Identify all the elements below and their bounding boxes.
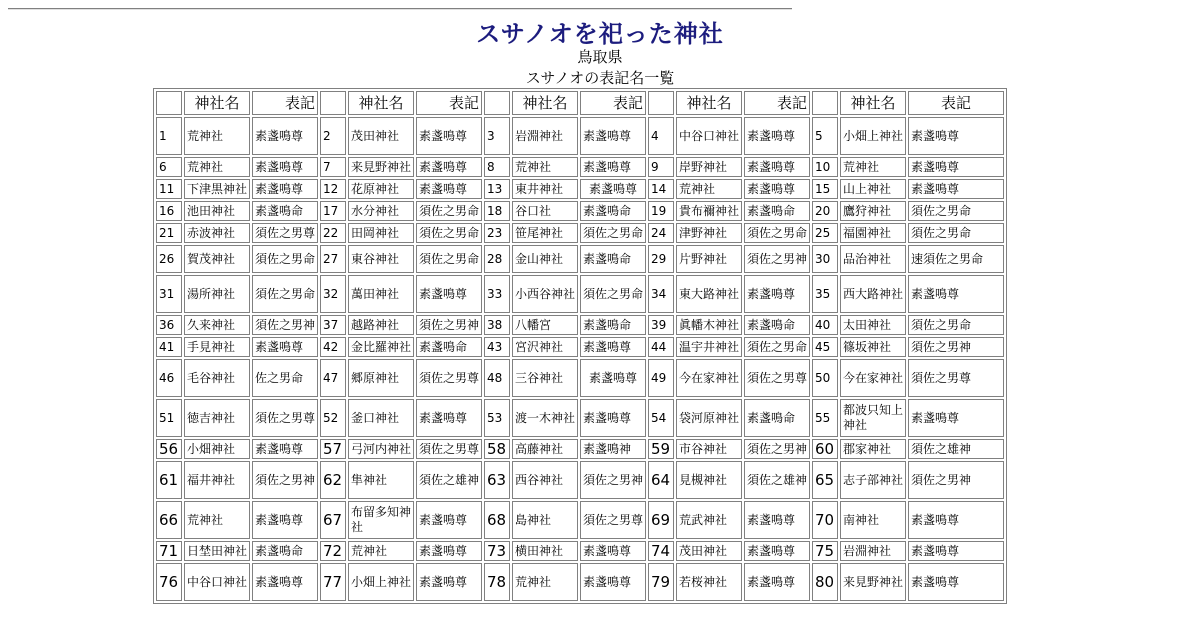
shrine-notation: 須佐之男尊: [252, 223, 318, 243]
shrine-number: 4: [648, 117, 674, 155]
shrine-name: 荒神社: [184, 157, 250, 177]
table-header-row: [156, 91, 1004, 115]
shrine-notation: 素盞鳴尊: [252, 439, 318, 459]
shrine-name: 岩淵神社: [840, 541, 906, 561]
shrine-name: 東大路神社: [676, 275, 742, 313]
shrine-number: 18: [484, 201, 510, 221]
shrine-name: 金比羅神社: [348, 337, 414, 357]
shrine-notation: 須佐之男命: [416, 245, 482, 273]
shrine-name: 渡一木神社: [512, 399, 578, 437]
shrine-number: 12: [320, 179, 346, 199]
table-row: [156, 541, 1004, 561]
shrine-number: 68: [484, 501, 510, 539]
shrine-name: 南神社: [840, 501, 906, 539]
shrine-number: 46: [156, 359, 182, 397]
shrine-name: 貴布禰神社: [676, 201, 742, 221]
shrine-notation: 素盞鳴尊: [580, 337, 646, 357]
shrine-number: 15: [812, 179, 838, 199]
shrine-notation: 素盞鳴尊: [744, 117, 810, 155]
shrine-number: 58: [484, 439, 510, 459]
shrine-name: 金山神社: [512, 245, 578, 273]
shrine-name: 下津黒神社: [184, 179, 250, 199]
shrine-number: 21: [156, 223, 182, 243]
shrine-number: 6: [156, 157, 182, 177]
shrine-number: 31: [156, 275, 182, 313]
shrine-number: 64: [648, 461, 674, 499]
shrine-notation: 素盞鳴尊: [908, 501, 1004, 539]
shrine-name: 福園神社: [840, 223, 906, 243]
shrine-notation: 素盞鳴命: [744, 399, 810, 437]
shrine-notation: 須佐之男命: [416, 201, 482, 221]
shrine-number: 51: [156, 399, 182, 437]
shrine-name: 岩淵神社: [512, 117, 578, 155]
shrine-number: 47: [320, 359, 346, 397]
shrine-number: 43: [484, 337, 510, 357]
shrine-number: 34: [648, 275, 674, 313]
shrine-number: 8: [484, 157, 510, 177]
shrine-number: 40: [812, 315, 838, 335]
shrine-name: 見槻神社: [676, 461, 742, 499]
shrine-notation: 素盞鳴尊: [252, 501, 318, 539]
shrine-name: 荒神社: [676, 179, 742, 199]
shrine-number: 33: [484, 275, 510, 313]
shrine-notation: 素盞鳴尊: [580, 563, 646, 601]
shrine-notation: 素盞鳴命: [580, 315, 646, 335]
shrine-notation: 須佐之男命: [580, 223, 646, 243]
shrine-name: 篠坂神社: [840, 337, 906, 357]
shrine-notation: 素盞鳴命: [744, 201, 810, 221]
shrine-name: 手見神社: [184, 337, 250, 357]
shrine-notation: 素盞鳴命: [252, 541, 318, 561]
shrine-number: 37: [320, 315, 346, 335]
shrine-number: 67: [320, 501, 346, 539]
table-row: [156, 315, 1004, 335]
shrine-notation: 須佐之男神: [416, 315, 482, 335]
shrine-notation: 素盞鳴尊: [416, 275, 482, 313]
shrine-name: 弓河内神社: [348, 439, 414, 459]
shrine-number: 39: [648, 315, 674, 335]
shrine-name: 片野神社: [676, 245, 742, 273]
shrine-number: 61: [156, 461, 182, 499]
shrine-name: 荒神社: [184, 117, 250, 155]
table-row: [156, 223, 1004, 243]
shrine-number: 76: [156, 563, 182, 601]
shrine-name: 小西谷神社: [512, 275, 578, 313]
header-number-cell: [156, 91, 182, 115]
shrine-notation: 素盞鳴尊: [416, 117, 482, 155]
shrine-name: 隼神社: [348, 461, 414, 499]
shrine-name: 小畑神社: [184, 439, 250, 459]
shrine-number: 69: [648, 501, 674, 539]
shrine-number: 1: [156, 117, 182, 155]
header-notation: 表記: [908, 91, 1004, 115]
shrine-name: 久来神社: [184, 315, 250, 335]
shrine-name: 三谷神社: [512, 359, 578, 397]
shrine-name: 来見野神社: [348, 157, 414, 177]
shrine-notation: 素盞鳴尊: [908, 541, 1004, 561]
shrine-name: 今在家神社: [676, 359, 742, 397]
shrine-notation: 須佐之男尊: [252, 399, 318, 437]
shrine-name: 袋河原神社: [676, 399, 742, 437]
header-notation: 表記: [744, 91, 810, 115]
shrine-notation: 須佐之男神: [580, 461, 646, 499]
shrine-notation: 須佐之男神: [252, 461, 318, 499]
shrine-name: 西大路神社: [840, 275, 906, 313]
shrine-notation: 須佐之男神: [744, 439, 810, 459]
shrine-name: 布留多知神社: [348, 501, 414, 539]
shrine-name: 品治神社: [840, 245, 906, 273]
shrine-number: 80: [812, 563, 838, 601]
shrine-notation: 須佐之男命: [580, 275, 646, 313]
shrine-notation: 素盞鳴尊: [908, 563, 1004, 601]
shrine-number: 27: [320, 245, 346, 273]
shrine-name: 荒神社: [840, 157, 906, 177]
shrine-notation: 素盞鳴尊: [580, 399, 646, 437]
shrine-number: 73: [484, 541, 510, 561]
shrine-number: 71: [156, 541, 182, 561]
shrine-name: 赤波神社: [184, 223, 250, 243]
shrine-number: 75: [812, 541, 838, 561]
header-shrine-name: 神社名: [184, 91, 250, 115]
shrine-number: 56: [156, 439, 182, 459]
shrine-number: 48: [484, 359, 510, 397]
table-row: [156, 245, 1004, 273]
shrine-name: 茂田神社: [348, 117, 414, 155]
shrine-number: 17: [320, 201, 346, 221]
header-shrine-name: 神社名: [676, 91, 742, 115]
shrine-number: 66: [156, 501, 182, 539]
shrine-notation: 須佐之男命: [908, 223, 1004, 243]
shrine-number: 11: [156, 179, 182, 199]
header-notation: 表記: [416, 91, 482, 115]
table-body: [156, 117, 1004, 601]
shrine-notation: 素盞鳴尊: [744, 157, 810, 177]
shrine-number: 74: [648, 541, 674, 561]
shrine-number: 20: [812, 201, 838, 221]
shrine-name: 太田神社: [840, 315, 906, 335]
shrine-number: 55: [812, 399, 838, 437]
shrine-number: 53: [484, 399, 510, 437]
shrine-notation: 素盞鳴命: [252, 201, 318, 221]
shrine-notation: 須佐之男尊: [416, 439, 482, 459]
shrine-name: 来見野神社: [840, 563, 906, 601]
horizontal-rule: [8, 8, 792, 10]
shrine-number: 49: [648, 359, 674, 397]
shrine-notation: 須佐之男尊: [744, 359, 810, 397]
shrine-number: 19: [648, 201, 674, 221]
shrine-name: 郡家神社: [840, 439, 906, 459]
header-number-cell: [648, 91, 674, 115]
shrine-name: 花原神社: [348, 179, 414, 199]
shrine-table: [153, 88, 1007, 604]
shrine-number: 78: [484, 563, 510, 601]
shrine-notation: 素盞鳴尊: [416, 179, 482, 199]
shrine-notation: 素盞鳴神: [580, 439, 646, 459]
shrine-number: 65: [812, 461, 838, 499]
shrine-name: 志子部神社: [840, 461, 906, 499]
shrine-number: 45: [812, 337, 838, 357]
table-row: [156, 461, 1004, 499]
shrine-notation: 須佐之男尊: [908, 359, 1004, 397]
shrine-number: 79: [648, 563, 674, 601]
shrine-number: 41: [156, 337, 182, 357]
shrine-number: 57: [320, 439, 346, 459]
shrine-name: 荒神社: [184, 501, 250, 539]
shrine-number: 25: [812, 223, 838, 243]
shrine-notation: 素盞鳴尊: [908, 117, 1004, 155]
shrine-number: 24: [648, 223, 674, 243]
table-row: [156, 201, 1004, 221]
shrine-name: 茂田神社: [676, 541, 742, 561]
shrine-name: 島神社: [512, 501, 578, 539]
shrine-name: 湯所神社: [184, 275, 250, 313]
shrine-number: 16: [156, 201, 182, 221]
shrine-number: 38: [484, 315, 510, 335]
shrine-notation: 須佐之男神: [252, 315, 318, 335]
shrine-notation: 素盞鳴尊: [908, 275, 1004, 313]
shrine-notation: 須佐之男命: [252, 245, 318, 273]
shrine-name: 荒武神社: [676, 501, 742, 539]
shrine-name: 萬田神社: [348, 275, 414, 313]
shrine-notation: 素盞鳴命: [416, 337, 482, 357]
shrine-notation: 素盞鳴尊: [744, 275, 810, 313]
shrine-notation: 素盞鳴尊: [580, 541, 646, 561]
shrine-number: 59: [648, 439, 674, 459]
table-row: [156, 563, 1004, 601]
shrine-number: 60: [812, 439, 838, 459]
shrine-notation: 素盞鳴尊: [580, 359, 646, 397]
shrine-name: 高藤神社: [512, 439, 578, 459]
table-row: [156, 117, 1004, 155]
shrine-notation: 須佐之男尊: [416, 359, 482, 397]
shrine-name: 東谷神社: [348, 245, 414, 273]
shrine-name: 西谷神社: [512, 461, 578, 499]
shrine-notation: 素盞鳴尊: [580, 157, 646, 177]
header-shrine-name: 神社名: [512, 91, 578, 115]
table-row: [156, 157, 1004, 177]
table-row: [156, 439, 1004, 459]
shrine-number: 7: [320, 157, 346, 177]
header-number-cell: [812, 91, 838, 115]
shrine-name: 中谷口神社: [676, 117, 742, 155]
shrine-notation: 速須佐之男命: [908, 245, 1004, 273]
shrine-notation: 須佐之雄神: [744, 461, 810, 499]
shrine-number: 52: [320, 399, 346, 437]
shrine-number: 3: [484, 117, 510, 155]
shrine-name: 市谷神社: [676, 439, 742, 459]
shrine-name: 温宇井神社: [676, 337, 742, 357]
shrine-name: 荒神社: [512, 563, 578, 601]
shrine-name: 津野神社: [676, 223, 742, 243]
shrine-notation: 素盞鳴尊: [580, 117, 646, 155]
shrine-number: 5: [812, 117, 838, 155]
shrine-notation: 須佐之男神: [908, 461, 1004, 499]
shrine-name: 釜口神社: [348, 399, 414, 437]
page-title: スサノオを祀った神社: [476, 20, 724, 48]
shrine-name: 都波只知上神社: [840, 399, 906, 437]
table-row: [156, 399, 1004, 437]
shrine-notation: 素盞鳴命: [580, 201, 646, 221]
shrine-number: 23: [484, 223, 510, 243]
shrine-name: 笹尾神社: [512, 223, 578, 243]
shrine-number: 10: [812, 157, 838, 177]
shrine-number: 35: [812, 275, 838, 313]
shrine-notation: 須佐之男命: [744, 337, 810, 357]
shrine-name: 中谷口神社: [184, 563, 250, 601]
shrine-notation: 素盞鳴尊: [252, 179, 318, 199]
shrine-notation: 素盞鳴尊: [416, 541, 482, 561]
header-notation: 表記: [252, 91, 318, 115]
shrine-name: 賀茂神社: [184, 245, 250, 273]
shrine-name: 徳吉神社: [184, 399, 250, 437]
shrine-notation: 佐之男命: [252, 359, 318, 397]
shrine-notation: 須佐之雄神: [908, 439, 1004, 459]
shrine-notation: 須佐之雄神: [416, 461, 482, 499]
header-notation: 表記: [580, 91, 646, 115]
shrine-name: 眞幡木神社: [676, 315, 742, 335]
table-row: [156, 275, 1004, 313]
shrine-notation: 素盞鳴尊: [744, 501, 810, 539]
shrine-notation: 素盞鳴尊: [252, 157, 318, 177]
shrine-name: 山上神社: [840, 179, 906, 199]
shrine-name: 越路神社: [348, 315, 414, 335]
shrine-name: 宮沢神社: [512, 337, 578, 357]
shrine-name: 水分神社: [348, 201, 414, 221]
shrine-notation: 素盞鳴尊: [252, 337, 318, 357]
list-subtitle: スサノオの表記名一覧: [525, 69, 675, 87]
shrine-number: 30: [812, 245, 838, 273]
shrine-name: 岸野神社: [676, 157, 742, 177]
header-shrine-name: 神社名: [840, 91, 906, 115]
header-shrine-name: 神社名: [348, 91, 414, 115]
shrine-notation: 須佐之男尊: [580, 501, 646, 539]
prefecture-subtitle: 鳥取県: [577, 48, 623, 66]
shrine-notation: 素盞鳴命: [744, 315, 810, 335]
shrine-name: 荒神社: [348, 541, 414, 561]
shrine-number: 32: [320, 275, 346, 313]
shrine-number: 22: [320, 223, 346, 243]
shrine-number: 2: [320, 117, 346, 155]
shrine-number: 29: [648, 245, 674, 273]
shrine-notation: 須佐之男神: [744, 245, 810, 273]
shrine-notation: 素盞鳴尊: [416, 157, 482, 177]
shrine-number: 9: [648, 157, 674, 177]
shrine-number: 70: [812, 501, 838, 539]
shrine-number: 50: [812, 359, 838, 397]
shrine-name: 谷口社: [512, 201, 578, 221]
shrine-notation: 素盞鳴尊: [744, 563, 810, 601]
table-row: [156, 501, 1004, 539]
shrine-notation: 素盞鳴尊: [416, 563, 482, 601]
shrine-name: 田岡神社: [348, 223, 414, 243]
shrine-notation: 素盞鳴尊: [908, 179, 1004, 199]
shrine-number: 28: [484, 245, 510, 273]
shrine-notation: 素盞鳴尊: [908, 157, 1004, 177]
shrine-notation: 素盞鳴尊: [252, 563, 318, 601]
shrine-name: 池田神社: [184, 201, 250, 221]
shrine-notation: 須佐之男命: [416, 223, 482, 243]
table-row: [156, 359, 1004, 397]
shrine-notation: 須佐之男命: [908, 315, 1004, 335]
shrine-name: 今在家神社: [840, 359, 906, 397]
shrine-notation: 素盞鳴尊: [744, 179, 810, 199]
shrine-name: 小畑上神社: [348, 563, 414, 601]
shrine-name: 郷原神社: [348, 359, 414, 397]
shrine-name: 毛谷神社: [184, 359, 250, 397]
shrine-number: 42: [320, 337, 346, 357]
header-number-cell: [484, 91, 510, 115]
shrine-notation: 須佐之男神: [908, 337, 1004, 357]
shrine-number: 77: [320, 563, 346, 601]
shrine-notation: 素盞鳴尊: [908, 399, 1004, 437]
shrine-notation: 素盞鳴尊: [252, 117, 318, 155]
shrine-number: 44: [648, 337, 674, 357]
shrine-name: 八幡宮: [512, 315, 578, 335]
shrine-notation: 素盞鳴命: [580, 245, 646, 273]
shrine-number: 36: [156, 315, 182, 335]
shrine-notation: 須佐之男命: [252, 275, 318, 313]
shrine-notation: 須佐之男命: [908, 201, 1004, 221]
shrine-name: 福井神社: [184, 461, 250, 499]
shrine-notation: 素盞鳴尊: [744, 541, 810, 561]
table-row: [156, 179, 1004, 199]
shrine-number: 62: [320, 461, 346, 499]
shrine-number: 14: [648, 179, 674, 199]
shrine-number: 13: [484, 179, 510, 199]
shrine-number: 26: [156, 245, 182, 273]
table-row: [156, 337, 1004, 357]
shrine-number: 54: [648, 399, 674, 437]
shrine-name: 日埜田神社: [184, 541, 250, 561]
shrine-name: 荒神社: [512, 157, 578, 177]
shrine-name: 鷹狩神社: [840, 201, 906, 221]
header-number-cell: [320, 91, 346, 115]
shrine-notation: 素盞鳴尊: [416, 399, 482, 437]
shrine-name: 小畑上神社: [840, 117, 906, 155]
shrine-notation: 素盞鳴尊: [416, 501, 482, 539]
shrine-notation: 須佐之男命: [744, 223, 810, 243]
shrine-name: 横田神社: [512, 541, 578, 561]
shrine-notation: 素盞鳴尊: [580, 179, 646, 199]
shrine-number: 63: [484, 461, 510, 499]
shrine-number: 72: [320, 541, 346, 561]
shrine-name: 東井神社: [512, 179, 578, 199]
shrine-name: 若桜神社: [676, 563, 742, 601]
